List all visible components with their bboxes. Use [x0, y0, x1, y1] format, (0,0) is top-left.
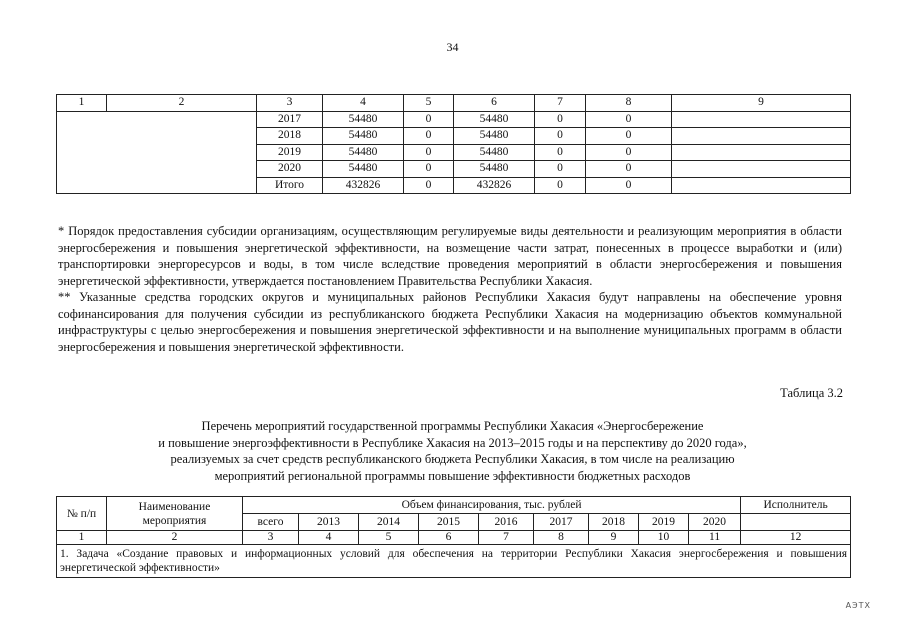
- table-cell: 0: [535, 144, 586, 161]
- table-header-row: [57, 497, 851, 514]
- executor-cell: [672, 161, 851, 178]
- table-header-cell: 9: [672, 95, 851, 112]
- subheader-cell: всего: [243, 514, 299, 531]
- table-cell: 0: [586, 111, 672, 128]
- table-cell: 0: [404, 144, 454, 161]
- subheader-cell: 2014: [359, 514, 419, 531]
- task-row: [57, 545, 851, 578]
- column-number: 11: [689, 531, 741, 545]
- executor-cell: [672, 128, 851, 145]
- table-cell: 0: [404, 161, 454, 178]
- subheader-cell: 2016: [479, 514, 534, 531]
- page-number: 34: [446, 40, 459, 54]
- table-cell: 2018: [257, 128, 323, 145]
- table-header-cell: 1: [57, 95, 107, 112]
- column-number: 12: [741, 531, 851, 545]
- table-cell: 2017: [257, 111, 323, 128]
- table-cell: 54480: [454, 161, 535, 178]
- table-cell: 0: [535, 161, 586, 178]
- table-cell: 54480: [323, 111, 404, 128]
- table-cell: 432826: [454, 177, 535, 194]
- col-name-header: Наименование мероприятия: [107, 497, 243, 531]
- column-number: 8: [534, 531, 589, 545]
- table-header-cell: 2: [107, 95, 257, 112]
- footnote-2: ** Указанные средства городских округов и муниципальных районов Республики Хакасия будут направлены на обеспечение уровня софинансирования для получения субсидии из республиканского бюджета Республики Хакасия на модернизацию объектов коммунальной инфраструктуры с целью энергосбережения и повышения энергетической эффективности и на выполнение муниципальных программ в области энергосбережения и повышения энергетической эффективности.: [58, 290, 842, 354]
- column-number-row: [57, 531, 851, 545]
- table-cell: 2020: [257, 161, 323, 178]
- subheader-cell: 2017: [534, 514, 589, 531]
- table-header-cell: 5: [404, 95, 454, 112]
- table-cell: 0: [586, 144, 672, 161]
- table-cell: 0: [535, 111, 586, 128]
- corner-mark: АЭТХ: [845, 601, 871, 610]
- table-header-cell: 8: [586, 95, 672, 112]
- executor-cell: [672, 144, 851, 161]
- subheader-cell: 2013: [299, 514, 359, 531]
- table-header-cell: 3: [257, 95, 323, 112]
- table-title: [90, 418, 815, 484]
- executor-cell: [741, 514, 851, 531]
- subheader-cell: 2020: [689, 514, 741, 531]
- footnote-1: * Порядок предоставления субсидии организациям, осуществляющим регулируемые виды деятельности и реализующим мероприятия в области энергосбережения и повышения энергетической эффективности, на возмещение части затрат, понесенных в процессе выработки и (или) транспортировки энергоресурсов и воды, в том числе вследствие проведения мероприятий в области энергосбережения и повышения энергетической эффективности, утверждается постановлением Правительства Республики Хакасия.: [58, 224, 842, 288]
- table-cell: 0: [535, 128, 586, 145]
- table-cell: 54480: [454, 144, 535, 161]
- column-number: 1: [57, 531, 107, 545]
- executor-cell: [672, 177, 851, 194]
- column-number: 4: [299, 531, 359, 545]
- table-cell: 0: [586, 177, 672, 194]
- table-label: Таблица 3.2: [780, 386, 843, 400]
- footnotes: [58, 223, 842, 355]
- table-cell: 0: [586, 161, 672, 178]
- table-cell: Итого: [257, 177, 323, 194]
- title-line: мероприятий региональной программы повышение эффективности бюджетных расходов: [214, 468, 691, 483]
- column-number: 6: [419, 531, 479, 545]
- measures-table: [56, 496, 851, 578]
- continuation-table: [56, 94, 851, 194]
- table-cell: 432826: [323, 177, 404, 194]
- table-header-row: [57, 95, 851, 112]
- column-number: 9: [589, 531, 639, 545]
- table-header-cell: 7: [535, 95, 586, 112]
- table-cell: 54480: [323, 144, 404, 161]
- table-header-cell: 6: [454, 95, 535, 112]
- column-number: 7: [479, 531, 534, 545]
- table-header-cell: 4: [323, 95, 404, 112]
- executor-cell: [672, 111, 851, 128]
- table-row: [57, 111, 851, 128]
- col-funding-header: Объем финансирования, тыс. рублей: [243, 497, 741, 514]
- table-cell: 0: [404, 177, 454, 194]
- column-number: 10: [639, 531, 689, 545]
- title-line: Перечень мероприятий государственной программы Республики Хакасия «Энергосбережение: [201, 419, 704, 433]
- table-cell: 54480: [454, 111, 535, 128]
- column-number: 5: [359, 531, 419, 545]
- subheader-cell: 2015: [419, 514, 479, 531]
- title-line: реализуемых за счет средств республиканского бюджета Республики Хакасия, в том числе на реализацию: [170, 452, 735, 466]
- column-number: 3: [243, 531, 299, 545]
- subheader-cell: 2018: [589, 514, 639, 531]
- table-cell: 0: [586, 128, 672, 145]
- col-executor-header: Исполнитель: [741, 497, 851, 514]
- table-cell: 54480: [323, 161, 404, 178]
- table-cell: 0: [535, 177, 586, 194]
- subheader-cell: 2019: [639, 514, 689, 531]
- table-cell: 2019: [257, 144, 323, 161]
- column-number: 2: [107, 531, 243, 545]
- table-cell: 54480: [323, 128, 404, 145]
- task-cell: 1. Задача «Создание правовых и информационных условий для обеспечения на территории Республики Хакасия энергосбережения и повышения энергетической эффективности»: [57, 545, 851, 578]
- table-cell: 0: [404, 128, 454, 145]
- table-cell: 0: [404, 111, 454, 128]
- merged-number-cell: [57, 111, 257, 194]
- col-number-header: № п/п: [57, 497, 107, 531]
- table-cell: 54480: [454, 128, 535, 145]
- title-line: и повышение энергоэффективности в Республике Хакасия на 2013–2015 годы и на перспективу до 2020 года»,: [158, 435, 747, 450]
